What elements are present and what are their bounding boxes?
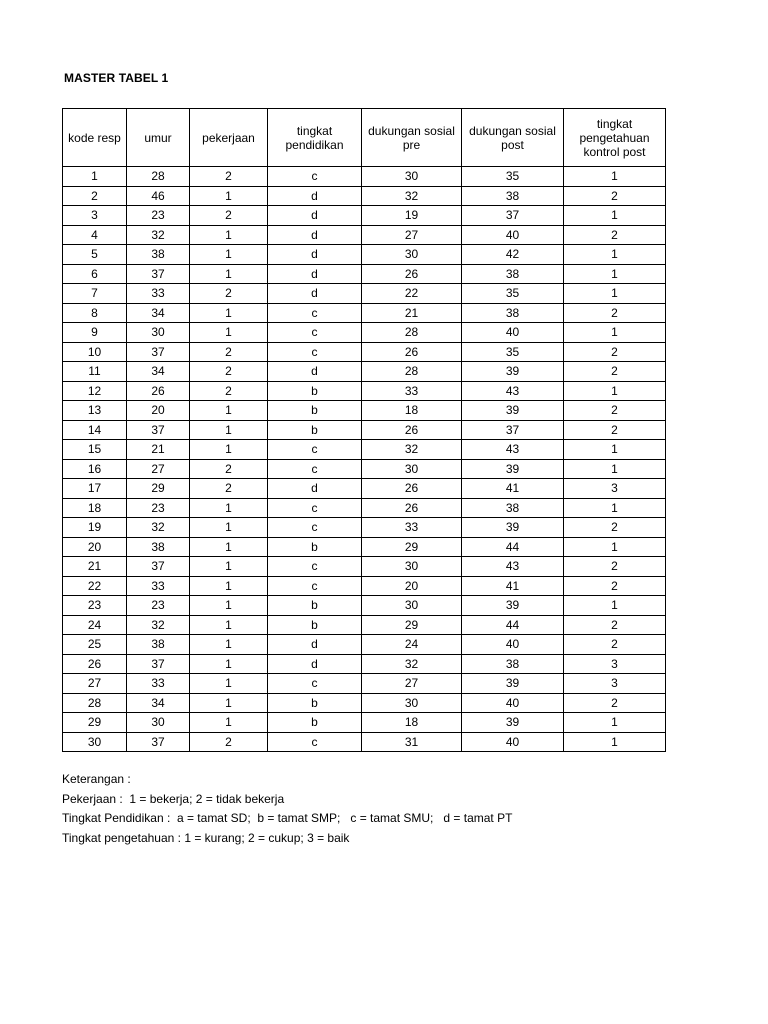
cell-kode-resp: 4 (63, 225, 127, 245)
cell-tingkat-pengetahuan: 2 (564, 342, 666, 362)
table-row (63, 401, 666, 421)
header-tingkat-pengetahuan: tingkat pengetahuan kontrol post (564, 109, 666, 167)
cell-tingkat-pengetahuan: 3 (564, 654, 666, 674)
cell-dukungan-sosial-pre: 24 (362, 635, 462, 655)
cell-kode-resp: 3 (63, 206, 127, 226)
cell-umur: 34 (127, 303, 190, 323)
cell-tingkat-pengetahuan: 1 (564, 732, 666, 752)
table-row (63, 245, 666, 265)
cell-umur: 30 (127, 323, 190, 343)
cell-tingkat-pengetahuan: 3 (564, 674, 666, 694)
cell-tingkat-pendidikan: c (268, 732, 362, 752)
table-body (63, 167, 666, 752)
master-table (62, 108, 666, 752)
cell-tingkat-pengetahuan: 2 (564, 557, 666, 577)
cell-umur: 37 (127, 342, 190, 362)
cell-umur: 46 (127, 186, 190, 206)
cell-dukungan-sosial-post: 44 (462, 537, 564, 557)
table-row (63, 362, 666, 382)
table-row (63, 420, 666, 440)
cell-tingkat-pengetahuan: 2 (564, 615, 666, 635)
cell-pekerjaan: 2 (190, 479, 268, 499)
document-title: MASTER TABEL 1 (64, 71, 169, 85)
cell-kode-resp: 10 (63, 342, 127, 362)
cell-pekerjaan: 1 (190, 245, 268, 265)
cell-dukungan-sosial-pre: 30 (362, 459, 462, 479)
cell-tingkat-pengetahuan: 3 (564, 479, 666, 499)
cell-tingkat-pendidikan: d (268, 479, 362, 499)
cell-pekerjaan: 1 (190, 440, 268, 460)
table-row (63, 303, 666, 323)
table-row (63, 459, 666, 479)
cell-kode-resp: 26 (63, 654, 127, 674)
cell-dukungan-sosial-pre: 29 (362, 537, 462, 557)
cell-pekerjaan: 1 (190, 518, 268, 538)
cell-pekerjaan: 2 (190, 732, 268, 752)
cell-dukungan-sosial-post: 43 (462, 440, 564, 460)
cell-tingkat-pendidikan: c (268, 518, 362, 538)
cell-dukungan-sosial-post: 38 (462, 264, 564, 284)
cell-umur: 23 (127, 498, 190, 518)
cell-pekerjaan: 1 (190, 713, 268, 733)
cell-tingkat-pengetahuan: 1 (564, 323, 666, 343)
cell-tingkat-pendidikan: b (268, 381, 362, 401)
cell-kode-resp: 11 (63, 362, 127, 382)
table-row (63, 225, 666, 245)
table-row (63, 654, 666, 674)
cell-kode-resp: 25 (63, 635, 127, 655)
cell-tingkat-pengetahuan: 1 (564, 537, 666, 557)
cell-kode-resp: 2 (63, 186, 127, 206)
cell-tingkat-pendidikan: b (268, 401, 362, 421)
cell-dukungan-sosial-pre: 33 (362, 381, 462, 401)
table-row (63, 732, 666, 752)
cell-kode-resp: 20 (63, 537, 127, 557)
cell-umur: 26 (127, 381, 190, 401)
cell-dukungan-sosial-pre: 21 (362, 303, 462, 323)
cell-dukungan-sosial-pre: 26 (362, 264, 462, 284)
cell-tingkat-pendidikan: c (268, 323, 362, 343)
cell-pekerjaan: 1 (190, 264, 268, 284)
table-row (63, 635, 666, 655)
cell-tingkat-pengetahuan: 2 (564, 225, 666, 245)
cell-tingkat-pengetahuan: 2 (564, 401, 666, 421)
cell-dukungan-sosial-post: 40 (462, 323, 564, 343)
cell-tingkat-pendidikan: c (268, 576, 362, 596)
cell-umur: 37 (127, 654, 190, 674)
cell-tingkat-pendidikan: b (268, 693, 362, 713)
cell-dukungan-sosial-pre: 30 (362, 693, 462, 713)
cell-umur: 30 (127, 713, 190, 733)
table-row (63, 674, 666, 694)
cell-dukungan-sosial-pre: 28 (362, 362, 462, 382)
cell-dukungan-sosial-post: 39 (462, 362, 564, 382)
cell-kode-resp: 16 (63, 459, 127, 479)
cell-tingkat-pendidikan: d (268, 186, 362, 206)
cell-kode-resp: 9 (63, 323, 127, 343)
cell-dukungan-sosial-post: 41 (462, 479, 564, 499)
cell-tingkat-pengetahuan: 2 (564, 420, 666, 440)
cell-dukungan-sosial-post: 38 (462, 654, 564, 674)
cell-umur: 32 (127, 518, 190, 538)
cell-pekerjaan: 1 (190, 654, 268, 674)
cell-dukungan-sosial-post: 44 (462, 615, 564, 635)
cell-tingkat-pengetahuan: 1 (564, 498, 666, 518)
cell-tingkat-pendidikan: d (268, 284, 362, 304)
cell-pekerjaan: 1 (190, 420, 268, 440)
cell-umur: 34 (127, 693, 190, 713)
cell-dukungan-sosial-pre: 30 (362, 557, 462, 577)
cell-dukungan-sosial-pre: 31 (362, 732, 462, 752)
cell-dukungan-sosial-pre: 30 (362, 596, 462, 616)
cell-kode-resp: 12 (63, 381, 127, 401)
cell-dukungan-sosial-pre: 33 (362, 518, 462, 538)
cell-dukungan-sosial-post: 38 (462, 498, 564, 518)
cell-dukungan-sosial-pre: 27 (362, 674, 462, 694)
cell-tingkat-pendidikan: c (268, 440, 362, 460)
cell-dukungan-sosial-post: 43 (462, 381, 564, 401)
cell-kode-resp: 18 (63, 498, 127, 518)
cell-kode-resp: 13 (63, 401, 127, 421)
header-pekerjaan: pekerjaan (190, 109, 268, 167)
table-row (63, 186, 666, 206)
cell-umur: 38 (127, 537, 190, 557)
header-umur: umur (127, 109, 190, 167)
cell-kode-resp: 15 (63, 440, 127, 460)
cell-kode-resp: 14 (63, 420, 127, 440)
cell-pekerjaan: 1 (190, 635, 268, 655)
table-row (63, 498, 666, 518)
cell-dukungan-sosial-post: 42 (462, 245, 564, 265)
table-row (63, 576, 666, 596)
cell-tingkat-pendidikan: c (268, 557, 362, 577)
cell-pekerjaan: 1 (190, 323, 268, 343)
cell-pekerjaan: 2 (190, 381, 268, 401)
table-row (63, 264, 666, 284)
cell-kode-resp: 27 (63, 674, 127, 694)
cell-umur: 28 (127, 167, 190, 187)
cell-pekerjaan: 2 (190, 206, 268, 226)
cell-dukungan-sosial-pre: 32 (362, 440, 462, 460)
cell-pekerjaan: 1 (190, 557, 268, 577)
cell-tingkat-pengetahuan: 1 (564, 596, 666, 616)
table-header-row (63, 109, 666, 167)
table-row (63, 440, 666, 460)
cell-dukungan-sosial-post: 38 (462, 303, 564, 323)
cell-umur: 23 (127, 206, 190, 226)
cell-tingkat-pendidikan: c (268, 674, 362, 694)
notes-pendidikan: Tingkat Pendidikan : a = tamat SD; b = tamat SMP; c = tamat SMU; d = tamat PT (62, 811, 513, 825)
cell-tingkat-pengetahuan: 2 (564, 518, 666, 538)
cell-umur: 33 (127, 674, 190, 694)
cell-pekerjaan: 2 (190, 459, 268, 479)
cell-kode-resp: 8 (63, 303, 127, 323)
table-row (63, 557, 666, 577)
cell-kode-resp: 29 (63, 713, 127, 733)
cell-tingkat-pengetahuan: 2 (564, 303, 666, 323)
cell-umur: 20 (127, 401, 190, 421)
cell-dukungan-sosial-post: 39 (462, 401, 564, 421)
cell-tingkat-pendidikan: d (268, 245, 362, 265)
table-row (63, 284, 666, 304)
cell-tingkat-pendidikan: c (268, 498, 362, 518)
cell-dukungan-sosial-post: 38 (462, 186, 564, 206)
table-row (63, 342, 666, 362)
cell-pekerjaan: 2 (190, 362, 268, 382)
cell-dukungan-sosial-post: 40 (462, 693, 564, 713)
cell-tingkat-pendidikan: d (268, 635, 362, 655)
cell-umur: 37 (127, 557, 190, 577)
cell-tingkat-pendidikan: b (268, 537, 362, 557)
legend-notes (62, 770, 512, 848)
cell-dukungan-sosial-post: 40 (462, 732, 564, 752)
cell-umur: 27 (127, 459, 190, 479)
cell-pekerjaan: 1 (190, 498, 268, 518)
cell-tingkat-pengetahuan: 1 (564, 206, 666, 226)
cell-tingkat-pendidikan: b (268, 420, 362, 440)
cell-dukungan-sosial-pre: 32 (362, 186, 462, 206)
cell-kode-resp: 23 (63, 596, 127, 616)
cell-umur: 38 (127, 245, 190, 265)
cell-tingkat-pengetahuan: 2 (564, 693, 666, 713)
cell-umur: 21 (127, 440, 190, 460)
cell-tingkat-pendidikan: c (268, 167, 362, 187)
table-row (63, 381, 666, 401)
table-row (63, 518, 666, 538)
cell-dukungan-sosial-post: 39 (462, 596, 564, 616)
cell-dukungan-sosial-post: 40 (462, 635, 564, 655)
cell-umur: 32 (127, 615, 190, 635)
cell-tingkat-pengetahuan: 2 (564, 186, 666, 206)
table-row (63, 323, 666, 343)
cell-tingkat-pengetahuan: 1 (564, 284, 666, 304)
cell-tingkat-pengetahuan: 2 (564, 362, 666, 382)
cell-tingkat-pengetahuan: 1 (564, 264, 666, 284)
cell-dukungan-sosial-pre: 18 (362, 401, 462, 421)
cell-tingkat-pengetahuan: 1 (564, 167, 666, 187)
cell-dukungan-sosial-post: 39 (462, 518, 564, 538)
table-row (63, 713, 666, 733)
cell-tingkat-pengetahuan: 1 (564, 713, 666, 733)
cell-dukungan-sosial-post: 39 (462, 459, 564, 479)
cell-umur: 37 (127, 732, 190, 752)
cell-dukungan-sosial-post: 40 (462, 225, 564, 245)
cell-kode-resp: 28 (63, 693, 127, 713)
cell-kode-resp: 6 (63, 264, 127, 284)
cell-kode-resp: 19 (63, 518, 127, 538)
cell-pekerjaan: 1 (190, 303, 268, 323)
cell-dukungan-sosial-post: 43 (462, 557, 564, 577)
cell-kode-resp: 30 (63, 732, 127, 752)
notes-pekerjaan: Pekerjaan : 1 = bekerja; 2 = tidak bekerja (62, 791, 285, 806)
cell-kode-resp: 5 (63, 245, 127, 265)
header-tingkat-pendidikan: tingkat pendidikan (268, 109, 362, 167)
cell-dukungan-sosial-pre: 18 (362, 713, 462, 733)
cell-pekerjaan: 2 (190, 342, 268, 362)
cell-dukungan-sosial-pre: 26 (362, 498, 462, 518)
cell-pekerjaan: 1 (190, 596, 268, 616)
table-row (63, 615, 666, 635)
cell-tingkat-pendidikan: b (268, 596, 362, 616)
cell-dukungan-sosial-pre: 30 (362, 245, 462, 265)
cell-dukungan-sosial-pre: 30 (362, 167, 462, 187)
cell-pekerjaan: 1 (190, 693, 268, 713)
cell-kode-resp: 24 (63, 615, 127, 635)
cell-umur: 23 (127, 596, 190, 616)
cell-kode-resp: 21 (63, 557, 127, 577)
cell-dukungan-sosial-post: 39 (462, 713, 564, 733)
cell-kode-resp: 17 (63, 479, 127, 499)
cell-umur: 37 (127, 264, 190, 284)
cell-kode-resp: 22 (63, 576, 127, 596)
notes-pengetahuan: Tingkat pengetahuan : 1 = kurang; 2 = cukup; 3 = baik (62, 830, 350, 845)
cell-dukungan-sosial-pre: 19 (362, 206, 462, 226)
cell-tingkat-pengetahuan: 1 (564, 440, 666, 460)
cell-umur: 37 (127, 420, 190, 440)
cell-umur: 38 (127, 635, 190, 655)
cell-pekerjaan: 2 (190, 167, 268, 187)
table-row (63, 693, 666, 713)
cell-dukungan-sosial-pre: 32 (362, 654, 462, 674)
cell-dukungan-sosial-pre: 28 (362, 323, 462, 343)
table-row (63, 167, 666, 187)
cell-pekerjaan: 1 (190, 674, 268, 694)
cell-tingkat-pendidikan: d (268, 264, 362, 284)
cell-pekerjaan: 1 (190, 186, 268, 206)
table-row (63, 206, 666, 226)
cell-tingkat-pengetahuan: 1 (564, 245, 666, 265)
cell-dukungan-sosial-post: 35 (462, 167, 564, 187)
cell-pekerjaan: 1 (190, 576, 268, 596)
cell-dukungan-sosial-post: 41 (462, 576, 564, 596)
cell-pekerjaan: 1 (190, 615, 268, 635)
cell-tingkat-pendidikan: d (268, 225, 362, 245)
cell-tingkat-pendidikan: d (268, 362, 362, 382)
cell-tingkat-pendidikan: d (268, 654, 362, 674)
cell-dukungan-sosial-pre: 26 (362, 420, 462, 440)
cell-tingkat-pendidikan: c (268, 459, 362, 479)
cell-dukungan-sosial-pre: 26 (362, 479, 462, 499)
cell-dukungan-sosial-pre: 26 (362, 342, 462, 362)
table-row (63, 479, 666, 499)
cell-tingkat-pengetahuan: 2 (564, 576, 666, 596)
cell-dukungan-sosial-pre: 29 (362, 615, 462, 635)
cell-umur: 33 (127, 576, 190, 596)
cell-umur: 34 (127, 362, 190, 382)
cell-tingkat-pendidikan: b (268, 615, 362, 635)
cell-tingkat-pendidikan: c (268, 342, 362, 362)
header-kode-resp: kode resp (63, 109, 127, 167)
cell-tingkat-pendidikan: d (268, 206, 362, 226)
cell-umur: 29 (127, 479, 190, 499)
cell-dukungan-sosial-post: 35 (462, 284, 564, 304)
cell-tingkat-pengetahuan: 1 (564, 381, 666, 401)
cell-tingkat-pendidikan: b (268, 713, 362, 733)
header-dukungan-sosial-post: dukungan sosial post (462, 109, 564, 167)
cell-kode-resp: 1 (63, 167, 127, 187)
cell-umur: 32 (127, 225, 190, 245)
cell-dukungan-sosial-post: 35 (462, 342, 564, 362)
cell-umur: 33 (127, 284, 190, 304)
cell-pekerjaan: 1 (190, 225, 268, 245)
cell-dukungan-sosial-pre: 27 (362, 225, 462, 245)
cell-pekerjaan: 1 (190, 401, 268, 421)
cell-tingkat-pendidikan: c (268, 303, 362, 323)
notes-heading: Keterangan : (62, 772, 131, 786)
cell-pekerjaan: 1 (190, 537, 268, 557)
cell-dukungan-sosial-pre: 20 (362, 576, 462, 596)
table-row (63, 596, 666, 616)
table-row (63, 537, 666, 557)
cell-tingkat-pengetahuan: 1 (564, 459, 666, 479)
cell-dukungan-sosial-post: 37 (462, 206, 564, 226)
header-dukungan-sosial-pre: dukungan sosial pre (362, 109, 462, 167)
cell-pekerjaan: 2 (190, 284, 268, 304)
cell-tingkat-pengetahuan: 2 (564, 635, 666, 655)
cell-dukungan-sosial-post: 39 (462, 674, 564, 694)
cell-dukungan-sosial-pre: 22 (362, 284, 462, 304)
cell-dukungan-sosial-post: 37 (462, 420, 564, 440)
cell-kode-resp: 7 (63, 284, 127, 304)
